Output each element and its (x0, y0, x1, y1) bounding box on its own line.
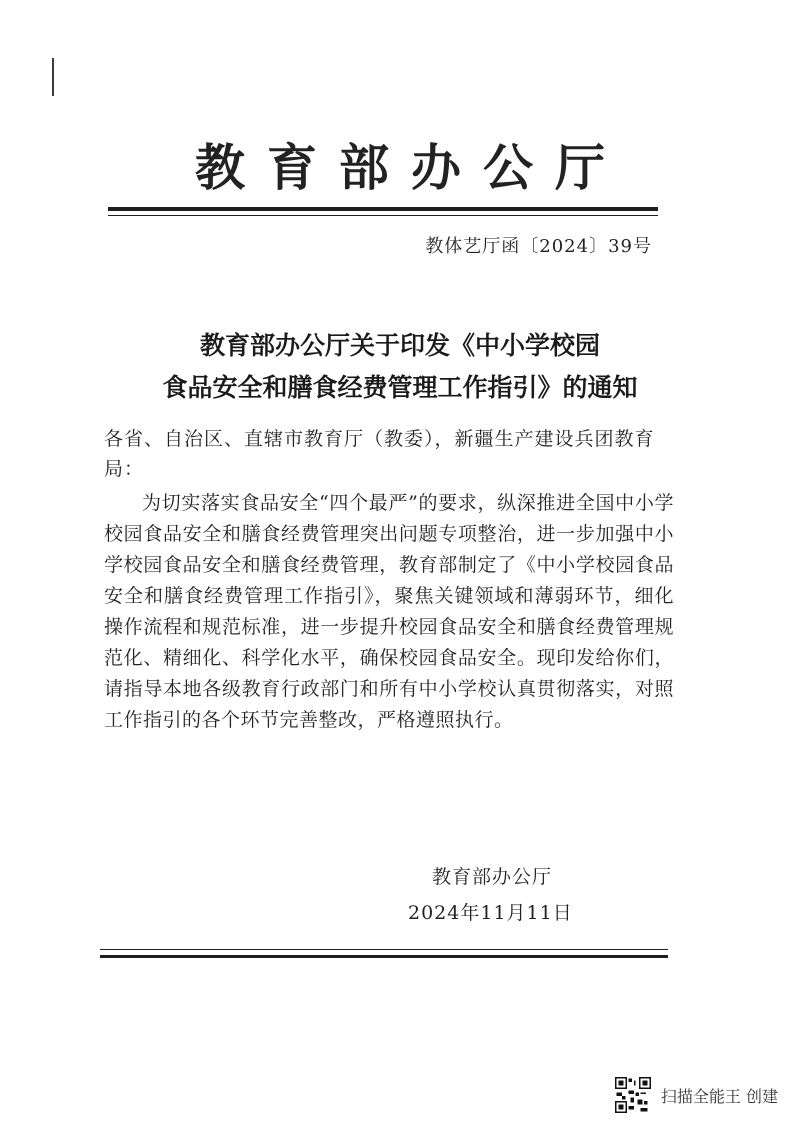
document-title-line-1: 教育部办公厅关于印发《中小学校园 (199, 331, 600, 360)
footer-rule-thin (100, 949, 668, 950)
document-number: 教体艺厅函〔2024〕39号 (425, 236, 652, 257)
letterhead-rule-thick (108, 207, 658, 211)
document-title-line-2: 食品安全和膳食经费管理工作指引》的通知 (162, 373, 638, 402)
scanner-watermark (615, 1076, 778, 1114)
letterhead-title: 教育部办公厅 (195, 138, 627, 197)
document-title (0, 325, 800, 409)
body-paragraph: 为切实落实食品安全“四个最严”的要求，纵深推进全国中小学校园食品安全和膳食经费管理突出问题专项整治，进一步加强中小学校园食品安全和膳食经费管理，教育部制定了《中小学校园食品安全和膳食经费管理工作指引》，聚焦关键领域和薄弱环节，细化操作流程和规范标准，进一步提升校园食品安全和膳食经费管理规范化、精细化、科学化水平，确保校园食品安全。现印发给你们，请指导本地各级教育行政部门和所有中小学校认真贯彻落实，对照工作指引的各个环节完善整改，严格遵照执行。 (104, 492, 674, 731)
watermark-text: 扫描全能王 创建 (660, 1086, 778, 1106)
scan-artifact-mark (52, 58, 54, 96)
signature-organization: 教育部办公厅 (432, 866, 553, 888)
footer-rule-thick (100, 955, 668, 958)
salutation: 各省、自治区、直辖市教育厅（教委），新疆生产建设兵团教育局： (104, 428, 655, 480)
signature-date: 2024年11月11日 (408, 902, 573, 924)
letterhead-rule-thin (108, 215, 658, 216)
qr-code-icon (615, 1077, 651, 1113)
